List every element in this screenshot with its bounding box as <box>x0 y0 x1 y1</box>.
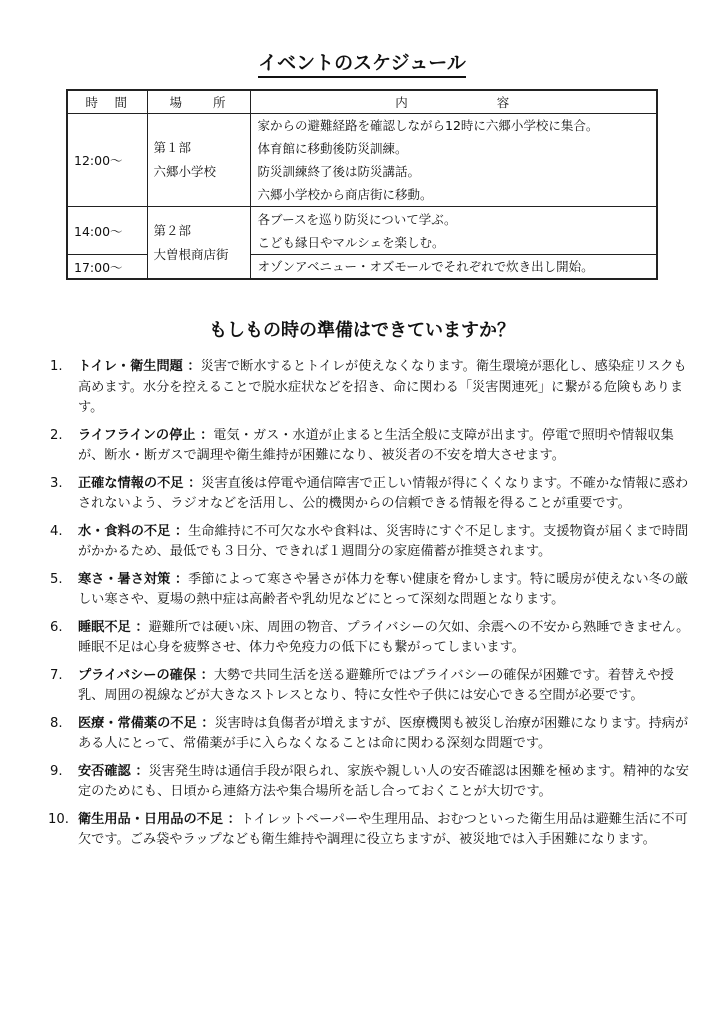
item-body: 災害発生時は通信手段が限られ、家族や親しい人の安否確認は困難を極めます。精神的な安定のためにも、日頃から連絡方法や集合場所を話し合っておくことが大切です。 <box>78 763 689 799</box>
list-item <box>50 522 690 563</box>
item-body: 生命維持に不可欠な水や食料は、災害時にすぐ不足します。支援物資が届くまで時間がかかるため、最低でも３日分、できれば１週間分の家庭備蓄が推奨されます。 <box>78 523 689 559</box>
item-number: 7. <box>50 667 63 683</box>
list-item <box>50 762 690 803</box>
item-body: トイレットペーパーや生理用品、おむつといった衛生用品は避難生活に不可欠です。ごみ袋やラップなども衛生維持や調理に役立ちますが、被災地では入手困難になります。 <box>78 811 688 847</box>
item-body: 電気・ガス・水道が止まると生活全般に支障が出ます。停電で照明や情報収集が、断水・断ガスで調理や衛生維持が困難になり、被災者の不安を増大させます。 <box>78 427 674 463</box>
preparation-list <box>50 357 690 858</box>
part2-content-line: 各ブースを巡り防災について学ぶ。 <box>257 211 457 227</box>
part1-time: 12:00～ <box>67 114 147 207</box>
part1-content-line: 六郷小学校から商店街に移動。 <box>257 187 433 202</box>
item-heading: 正確な情報の不足 ： <box>78 475 202 491</box>
part2-time-end: 17:00～ <box>67 255 147 280</box>
item-heading: 安否確認 ： <box>78 763 149 779</box>
part2-content-evening <box>250 255 657 280</box>
table-header-row <box>67 90 657 114</box>
item-number: 3. <box>50 475 63 491</box>
item-body: 季節によって寒さや暑さが体力を奪い健康を脅かします。特に暖房が使えない冬の厳しい寒さや、夏場の熱中症は高齢者や乳幼児などにとって深刻な問題となります。 <box>78 571 689 607</box>
table-row <box>67 114 657 207</box>
list-item <box>50 810 690 851</box>
item-heading: プライバシーの確保 ： <box>78 667 214 683</box>
page-title-text: イベントのスケジュール <box>258 52 466 78</box>
item-number: 8. <box>50 715 63 731</box>
list-item <box>50 570 690 611</box>
item-heading: ライフラインの停止 ： <box>78 427 214 443</box>
part1-content <box>250 114 657 207</box>
item-number: 2. <box>50 427 63 443</box>
list-item <box>50 714 690 755</box>
item-body: 大勢で共同生活を送る避難所ではプライバシーの確保が困難です。着替えや授乳、周囲の視線などが大きなストレスとなり、特に女性や子供には安心できる空間が必要です。 <box>78 667 674 703</box>
item-heading: 衛生用品・日用品の不足 ： <box>78 811 241 827</box>
list-item <box>50 618 690 659</box>
item-heading: 寒さ・暑さ対策 ： <box>78 571 189 587</box>
list-item <box>50 666 690 707</box>
item-heading: 医療・常備薬の不足 ： <box>78 715 215 731</box>
header-place: 場 所 <box>147 90 250 114</box>
part2-content-line: こども縁日やマルシェを楽しむ。 <box>257 234 445 250</box>
part1-place <box>147 114 250 207</box>
table-row <box>67 207 657 255</box>
part1-content-line: 防災訓練終了後は防災講話。 <box>257 164 421 179</box>
item-number: 10. <box>48 811 69 827</box>
part1-content-line: 体育館に移動後防災訓練。 <box>257 141 408 156</box>
section-title: もしもの時の準備はできていますか？ <box>209 320 515 341</box>
part2-time-start: 14:00～ <box>67 207 147 255</box>
part2-content <box>250 207 657 255</box>
list-item <box>50 426 690 467</box>
list-item <box>50 474 690 515</box>
header-time: 時 間 <box>67 90 147 114</box>
part2-place <box>147 207 250 280</box>
part1-place-line1: 第１部 <box>153 140 192 155</box>
item-number: 5. <box>50 571 63 587</box>
part2-place-line2: 大曽根商店街 <box>153 246 229 262</box>
schedule-table <box>66 89 658 280</box>
item-body: 避難所では硬い床、周囲の物音、プライバシーの欠如、余震への不安から熟睡できません。睡眠不足は心身を疲弊させ、体力や免疫力の低下にも繋がってしまいます。 <box>78 619 690 655</box>
item-number: 6. <box>50 619 63 635</box>
item-heading: 睡眠不足 ： <box>78 619 149 635</box>
item-number: 1. <box>50 359 63 374</box>
item-body: 災害で断水するとトイレが使えなくなります。衛生環境が悪化し、感染症リスクも高めます。水分を控えることで脱水症状などを招き、命に関わる「災害関連死」に繋がる危険もあります。 <box>78 359 687 415</box>
page-title <box>0 48 724 75</box>
item-heading: トイレ・衛生問題 ： <box>78 359 201 374</box>
part1-place-line2: 六郷小学校 <box>153 164 217 179</box>
item-body: 災害時は負傷者が増えますが、医療機関も被災し治療が困難になります。持病がある人にとって、常備薬が手に入らなくなることは命に関わる深刻な問題です。 <box>78 715 689 751</box>
item-number: 4. <box>50 523 63 539</box>
item-heading: 水・食料の不足 ： <box>78 523 189 539</box>
part2-content-line: オゾンアベニュー・オズモールでそれぞれで炊き出し開始。 <box>257 259 594 274</box>
header-content: 内 容 <box>250 90 657 114</box>
part1-content-line: 家からの避難経路を確認しながら12時に六郷小学校に集合。 <box>257 118 599 133</box>
list-item <box>50 357 690 419</box>
part2-place-line1: 第２部 <box>153 222 192 238</box>
item-number: 9. <box>50 763 63 779</box>
item-body: 災害直後は停電や通信障害で正しい情報が得にくくなります。不確かな情報に惑わされないよう、ラジオなどを活用し、公的機関からの信頼できる情報を得ることが重要です。 <box>78 475 689 511</box>
